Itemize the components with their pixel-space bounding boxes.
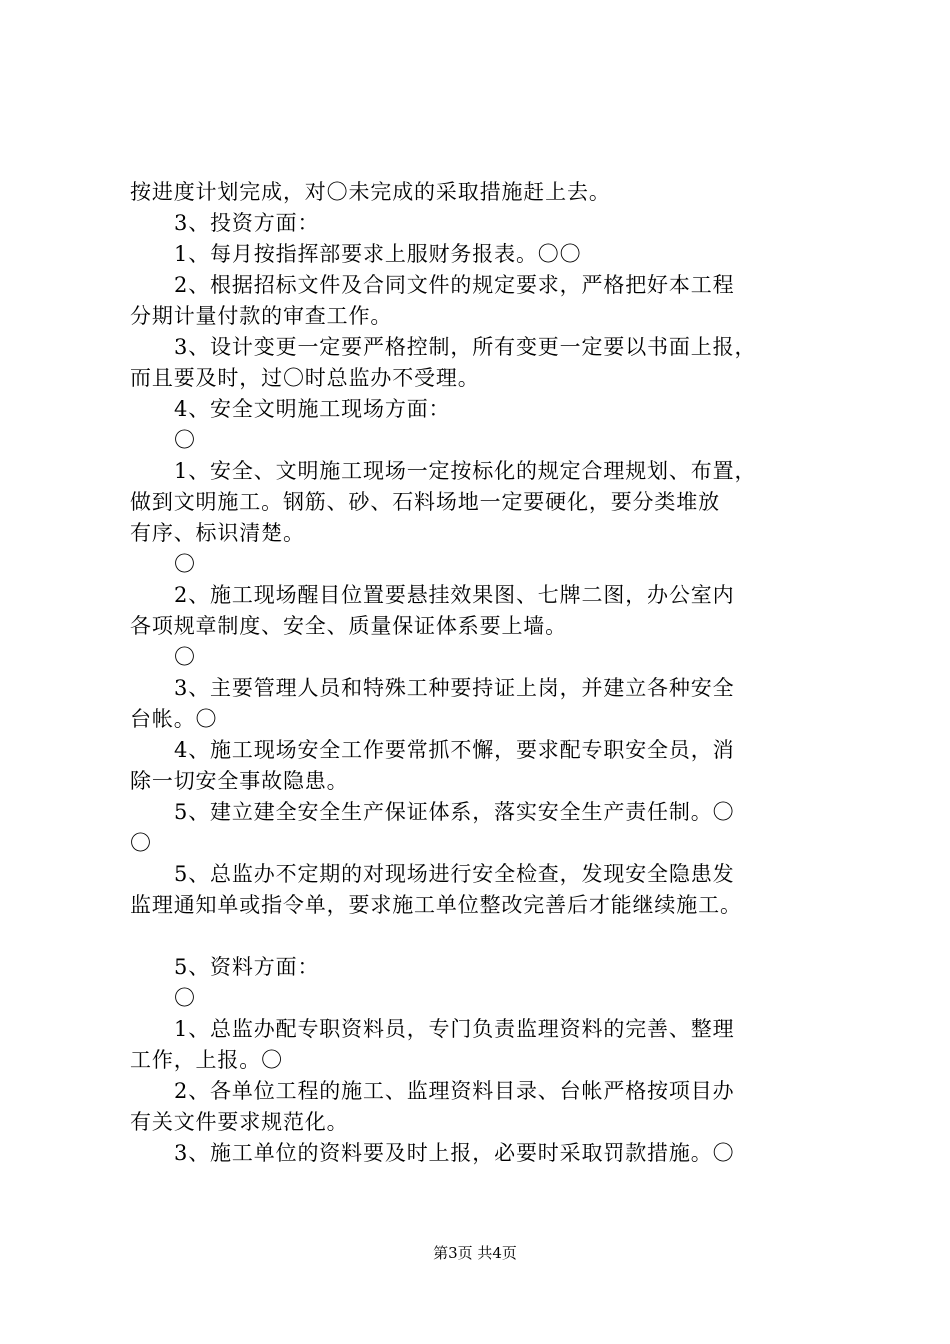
page-footer: 第3页 共4页 bbox=[433, 1244, 517, 1262]
paragraph-line: 按进度计划完成，对〇未完成的采取措施赶上去。 bbox=[130, 180, 611, 204]
paragraph-line: 4、施工现场安全工作要常抓不懈，要求配专职安全员，消 bbox=[174, 738, 735, 762]
paragraph-line: 做到文明施工。钢筋、砂、石料场地一定要硬化，要分类堆放 bbox=[130, 490, 720, 514]
paragraph-line: 1、安全、文明施工现场一定按标化的规定合理规划、布置， bbox=[174, 459, 757, 483]
section-heading-safety: 4、安全文明施工现场方面： bbox=[174, 397, 451, 421]
paragraph-line: 各项规章制度、安全、质量保证体系要上墙。 bbox=[130, 614, 567, 638]
paragraph-line: 〇 bbox=[174, 428, 196, 452]
paragraph-line: 有关文件要求规范化。 bbox=[130, 1110, 349, 1134]
paragraph-line: 〇 bbox=[174, 645, 196, 669]
document-body bbox=[130, 177, 830, 1169]
paragraph-line: 〇 bbox=[130, 831, 152, 855]
paragraph-line: 监理通知单或指令单，要求施工单位整改完善后才能继续施工。 bbox=[130, 893, 742, 917]
section-heading-documents: 5、资料方面： bbox=[174, 955, 320, 979]
paragraph-line: 1、每月按指挥部要求上服财务报表。〇〇 bbox=[174, 242, 582, 266]
paragraph-line: 5、建立建全安全生产保证体系，落实安全生产责任制。〇 bbox=[174, 800, 735, 824]
paragraph-spacer bbox=[130, 921, 830, 952]
paragraph-line: 〇 bbox=[174, 986, 196, 1010]
paragraph-line: 有序、标识清楚。 bbox=[130, 521, 305, 545]
paragraph-line: 2、各单位工程的施工、监理资料目录、台帐严格按项目办 bbox=[174, 1079, 735, 1103]
paragraph-line: 1、总监办配专职资料员，专门负责监理资料的完善、整理 bbox=[174, 1017, 735, 1041]
paragraph-line: 3、施工单位的资料要及时上报，必要时采取罚款措施。〇 bbox=[174, 1141, 735, 1165]
paragraph-line: 除一切安全事故隐患。 bbox=[130, 769, 349, 793]
paragraph-line: 而且要及时，过〇时总监办不受理。 bbox=[130, 366, 480, 390]
paragraph-line: 台帐。〇 bbox=[130, 707, 218, 731]
paragraph-line: 工作，上报。〇 bbox=[130, 1048, 283, 1072]
section-heading-investment: 3、投资方面： bbox=[174, 211, 320, 235]
paragraph-line: 2、根据招标文件及合同文件的规定要求，严格把好本工程 bbox=[174, 273, 735, 297]
paragraph-line: 〇 bbox=[174, 552, 196, 576]
paragraph-line: 2、施工现场醒目位置要悬挂效果图、七牌二图，办公室内 bbox=[174, 583, 735, 607]
paragraph-line: 5、总监办不定期的对现场进行安全检查，发现安全隐患发 bbox=[174, 862, 735, 886]
paragraph-line: 3、主要管理人员和特殊工种要持证上岗，并建立各种安全 bbox=[174, 676, 735, 700]
paragraph-line: 3、设计变更一定要严格控制，所有变更一定要以书面上报， bbox=[174, 335, 757, 359]
paragraph-line: 分期计量付款的审查工作。 bbox=[130, 304, 393, 328]
